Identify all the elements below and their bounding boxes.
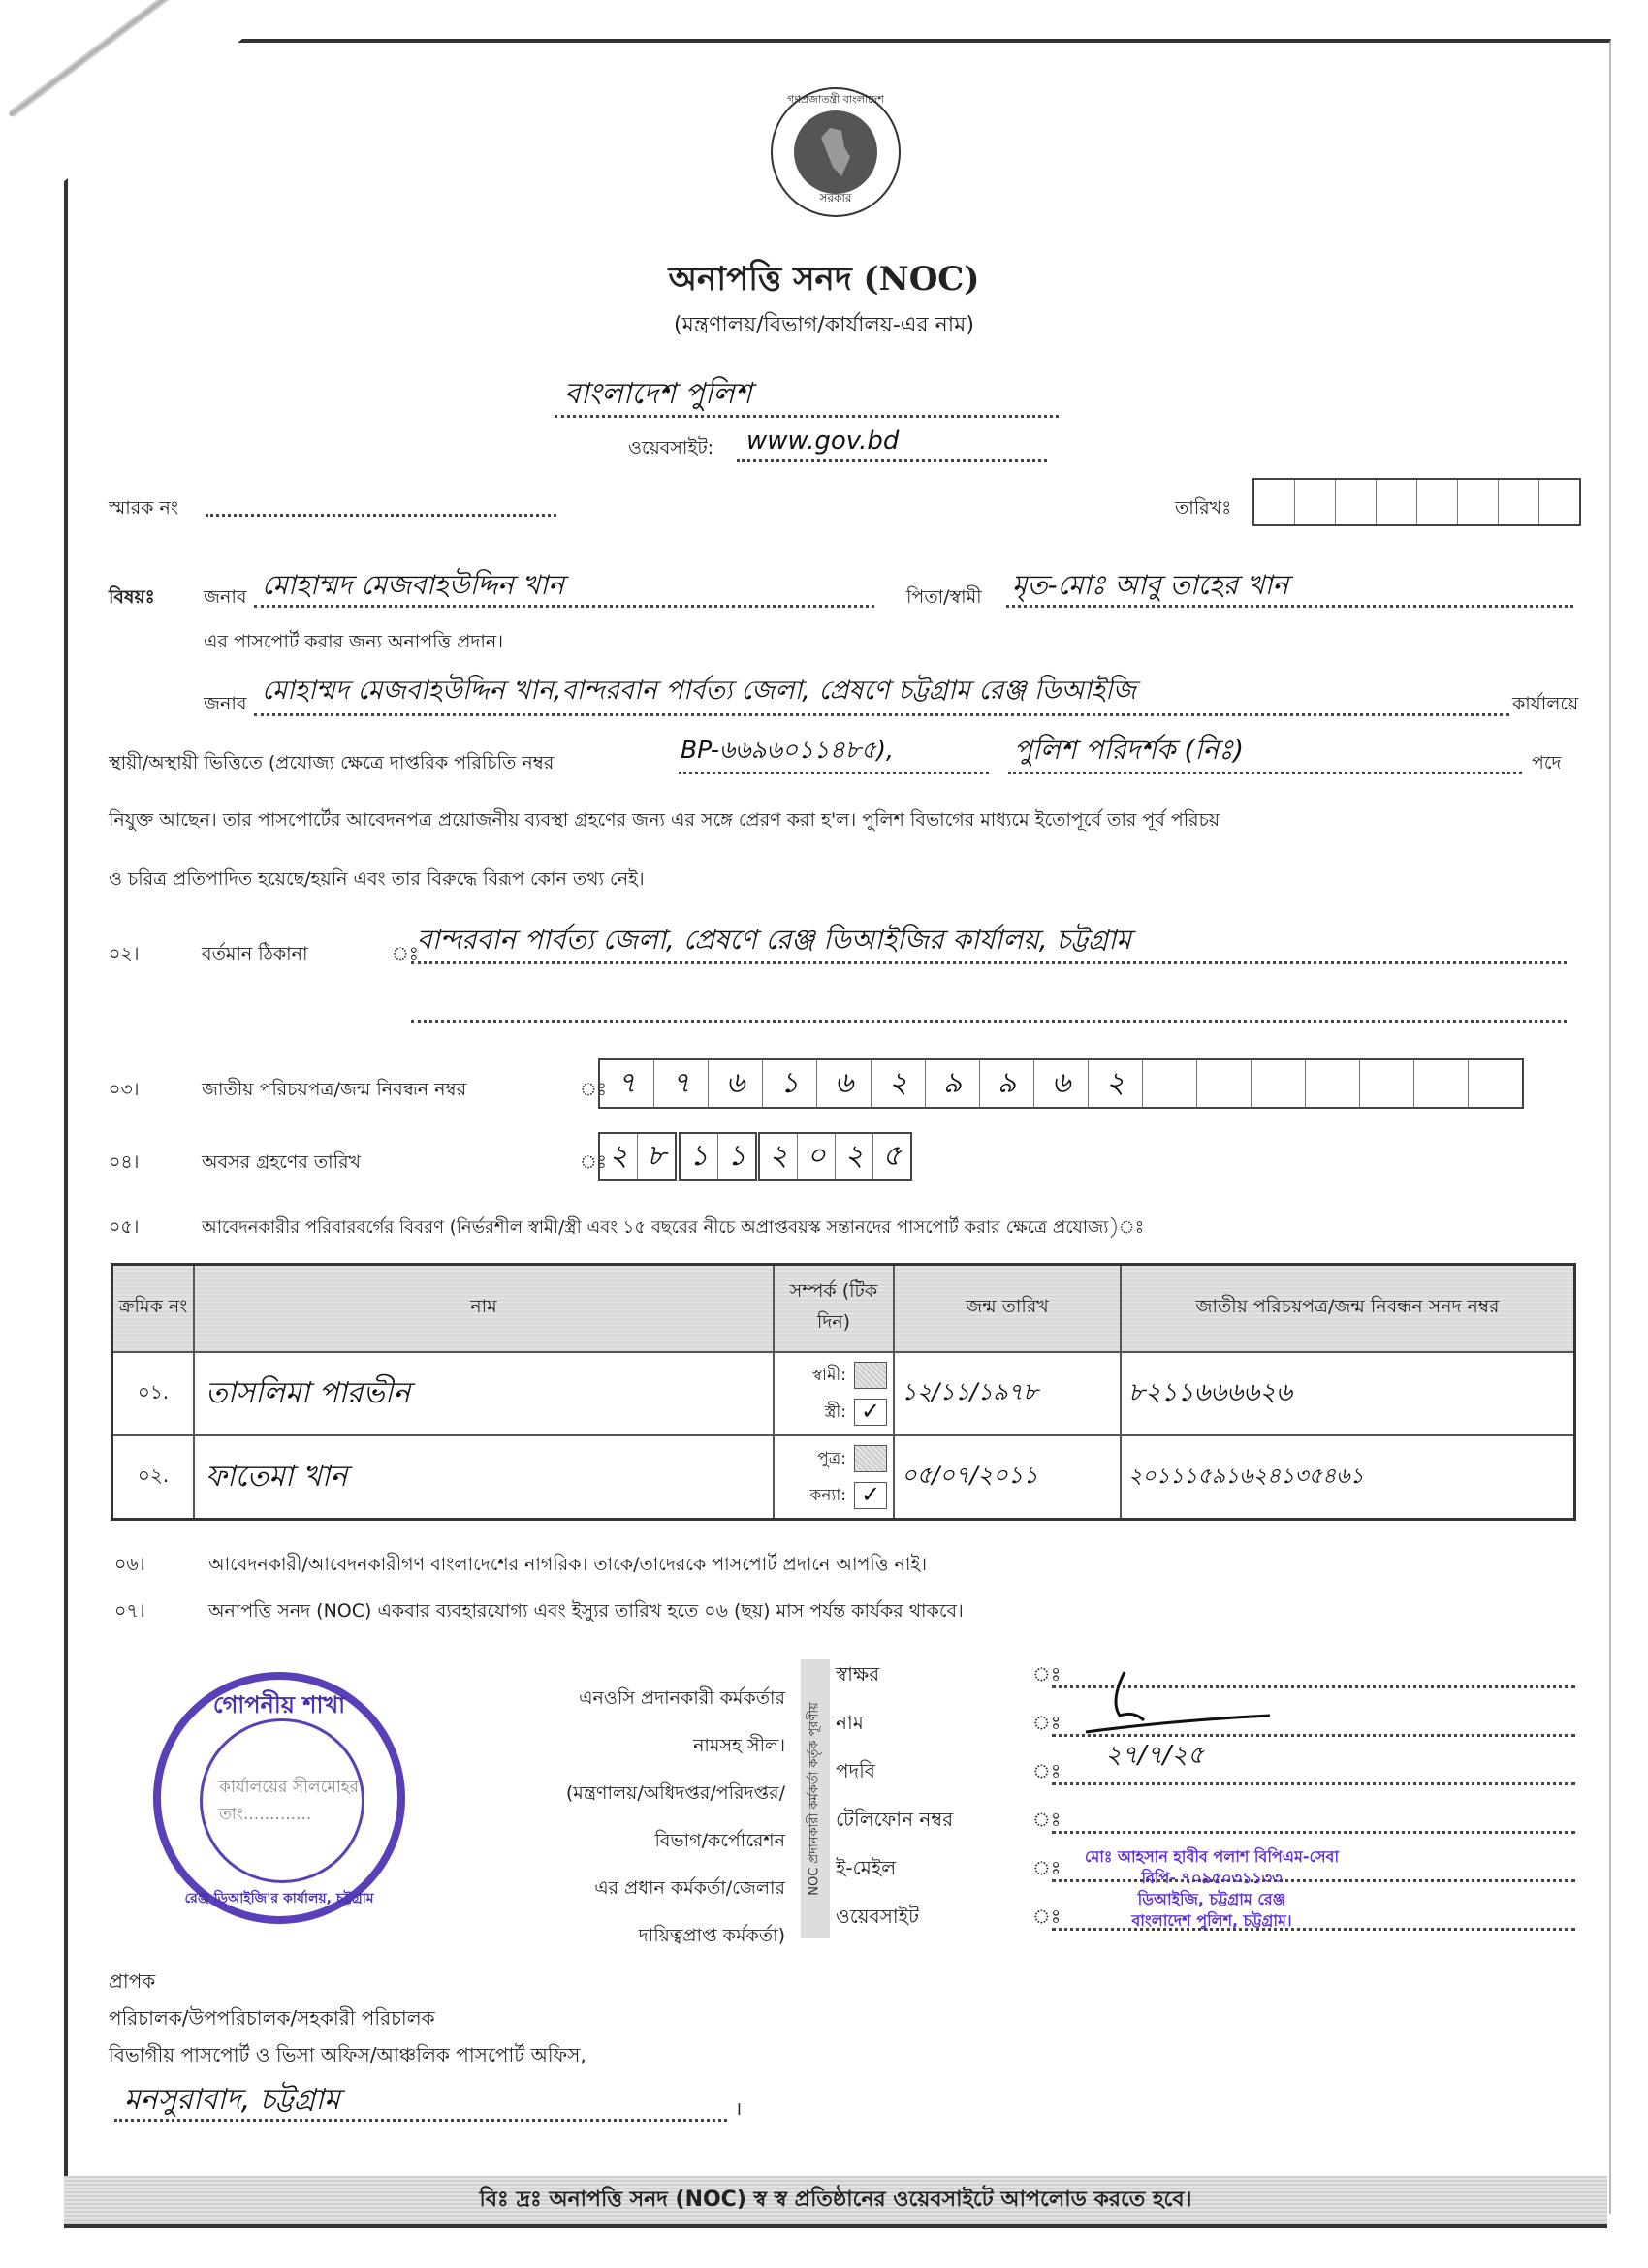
digit-box[interactable] [1306, 1060, 1360, 1107]
row-nid: ৮২১১৬৬৬৬২৬ [1128, 1378, 1292, 1407]
office-seal-date: তাং............. [219, 1805, 312, 1824]
seal-map-disc [794, 110, 877, 194]
family-table [111, 1263, 1576, 1521]
digit-box[interactable]: ২ [600, 1134, 638, 1179]
field-colon: ঃ [1032, 1711, 1062, 1734]
website-value: www.gov.bd [746, 426, 900, 456]
digit-box[interactable]: ২ [760, 1134, 798, 1179]
subject-janab-label: জনাব [204, 586, 247, 608]
recipient-label: প্রাপক [109, 1969, 156, 1993]
officer-line: (মন্ত্রণালয়/অধিদপ্তর/পরিদপ্তর/ [565, 1782, 785, 1804]
father-name-field[interactable] [1006, 562, 1573, 608]
memo-label: স্মারক নং [109, 497, 179, 519]
digit-box[interactable]: ১ [763, 1060, 817, 1107]
digit-box[interactable] [1539, 480, 1579, 524]
digit-box[interactable] [1499, 480, 1539, 524]
row-relation-cell [774, 1352, 894, 1435]
digit-box[interactable]: ৬ [1034, 1060, 1089, 1107]
retirement-colon: ঃ [580, 1151, 607, 1173]
digit-box[interactable]: ৮ [647, 1138, 666, 1173]
field-colon: ঃ [1032, 1662, 1062, 1685]
body-line4: ও চরিত্র প্রতিপাদিত হয়েছে/হয়নি এবং তার বিরুদ্ধে বিরূপ কোন তথ্য নেই। [109, 868, 645, 890]
header-dob: জন্ম তারিখ [894, 1265, 1121, 1353]
row-name: তাসলিমা পারভীন [206, 1375, 411, 1410]
header-serial: ক্রমিক নং [112, 1265, 195, 1353]
digit-box[interactable]: ১ [681, 1134, 718, 1179]
ministry-value: বাংলাদেশ পুলিশ [564, 377, 752, 411]
signature-date: ২৭/৭/২৫ [1105, 1741, 1205, 1770]
row-dob-cell[interactable] [894, 1435, 1121, 1520]
item-04-number: ০৪। [109, 1151, 140, 1173]
bangladesh-map-icon [821, 128, 850, 176]
name-stamp-line: বাংলাদেশ পুলিশ, চট্টগ্রাম। [1131, 1911, 1292, 1930]
father-name-value: মৃত-মোঃ আবু তাহের খান [1012, 569, 1289, 601]
relation-a-label: স্বামী: [811, 1366, 846, 1385]
digit-box[interactable]: ২ [872, 1060, 926, 1107]
stamp-middle-text [219, 1775, 394, 1829]
clause-07-number: ০৭। [114, 1600, 145, 1622]
item-02-number: ০২। [109, 943, 140, 964]
recipient-block [109, 1963, 586, 2073]
digit-box[interactable]: ৭ [600, 1060, 654, 1107]
digit-box[interactable] [1469, 1060, 1522, 1107]
digit-box[interactable]: ৬ [817, 1060, 872, 1107]
retirement-day-boxes[interactable] [598, 1132, 677, 1181]
digit-box[interactable] [1360, 1060, 1414, 1107]
digit-box[interactable]: ৫ [882, 1138, 902, 1173]
footer-note-bar [64, 2176, 1607, 2228]
row-nid-cell[interactable] [1121, 1352, 1575, 1435]
digit-box[interactable] [1252, 1060, 1306, 1107]
recipient-office-value: মনসুরাবাদ, চট্টগ্রাম [124, 2083, 340, 2117]
digit-box[interactable] [1143, 1060, 1197, 1107]
body-line2-suffix: পদে [1532, 752, 1562, 773]
recipient-office-field[interactable] [114, 2074, 727, 2122]
vertical-noc-tag [801, 1659, 830, 1938]
nid-colon: ঃ [580, 1079, 607, 1100]
address-label: বর্তমান ঠিকানা [202, 943, 308, 964]
address-value: বান্দরবান পার্বত্য জেলা, প্রেষণে রেঞ্জ ডিআইজির কার্যালয়, চট্টগ্রাম [417, 924, 1131, 956]
body-janab-label: জনাব [204, 693, 247, 714]
field-email-label: ই-মেইল [836, 1856, 897, 1879]
family-label: আবেদনকারীর পরিবারবর্গের বিবরণ (নির্ভরশীল স্বামী/স্ত্রী এবং ১৫ বছরের নীচে অপ্রাপ্তবয়স্ক সন্তানদের পাসপোর্ট করার ক্ষেত্রে প্রযোজ্য)ঃ [202, 1217, 1145, 1238]
recipient-line1: পরিচালক/উপপরিচালক/সহকারী পরিচালক [109, 2006, 435, 2030]
ministry-field[interactable] [555, 366, 1059, 418]
item-05-number: ০৫। [109, 1216, 140, 1238]
digit-box[interactable]: ৯ [980, 1060, 1034, 1107]
address-colon: ঃ [392, 943, 419, 964]
row-nid: ২০১১১৫৯১৬২৪১৩৫৪৬১ [1128, 1464, 1364, 1489]
date-label: তারিখঃ [1175, 497, 1232, 519]
row-nid-cell[interactable] [1121, 1435, 1575, 1520]
stamp-bottom-text: রেঞ্জ ডিআইজি'র কার্যালয়, চট্টগ্রাম [184, 1891, 374, 1906]
name-stamp-line: বিপি- ৭০৯৫০৩১১৩৩ [1141, 1869, 1283, 1887]
row-name: ফাতেমা খান [206, 1459, 348, 1494]
seal-top-text: গণপ্রজাতন্ত্রী বাংলাদেশ [787, 93, 884, 106]
officer-designation-field[interactable] [1052, 1781, 1575, 1785]
item-03-number: ০৩। [109, 1079, 140, 1100]
name-stamp-line: ডিআইজি, চট্টগ্রাম রেঞ্জ [1137, 1890, 1286, 1908]
digit-box[interactable]: ০ [798, 1134, 836, 1179]
field-signature-label: স্বাক্ষর [836, 1662, 880, 1685]
subject-line2: এর পাসপোর্ট করার জন্য অনাপত্তি প্রদান। [204, 631, 504, 652]
body-line3: নিযুক্ত আছেন। তার পাসপোর্টের আবেদনপত্র প্রয়োজনীয় ব্যবস্থা গ্রহণের জন্য এর সঙ্গে প্রেরণ করা হ'ল। পুলিশ বিভাগের মাধ্যমে ইতোপূর্বে তার পূর্ব পরিচয় [109, 809, 1220, 831]
digit-box[interactable]: ৬ [709, 1060, 763, 1107]
officer-phone-field[interactable] [1052, 1830, 1575, 1834]
retirement-month-boxes[interactable] [679, 1132, 757, 1181]
officer-line: নামসহ সীল। [693, 1735, 785, 1756]
field-name-label: নাম [836, 1711, 864, 1734]
recipient-line2: বিভাগীয় পাসপোর্ট ও ভিসা অফিস/আঞ্চলিক পাসপোর্ট অফিস, [109, 2043, 586, 2066]
seal-bottom-text: সরকার [819, 191, 852, 205]
clause-06-number: ০৬। [114, 1554, 145, 1575]
table-row [112, 1352, 1575, 1435]
applicant-name-field[interactable] [254, 562, 874, 608]
row-name-cell[interactable] [194, 1435, 774, 1520]
officer-name-stamp [1047, 1846, 1377, 1932]
bp-number-field[interactable] [679, 729, 989, 774]
officer-line: বিভাগ/কর্পোরেশন [654, 1830, 785, 1851]
relation-a-checkbox[interactable] [854, 1445, 887, 1472]
field-colon: ঃ [1032, 1856, 1062, 1879]
address-field-line2[interactable] [411, 991, 1567, 1023]
government-seal-icon [771, 87, 901, 217]
field-colon: ঃ [1032, 1905, 1062, 1928]
designation-field[interactable] [1008, 729, 1522, 774]
retirement-label: অবসর গ্রহণের তারিখ [202, 1151, 362, 1173]
office-suffix: কার্যালয়ে [1512, 693, 1579, 714]
relation-b-checkbox[interactable]: ✓ [854, 1399, 887, 1426]
digit-box[interactable]: ২ [1089, 1060, 1143, 1107]
relation-a-checkbox[interactable] [854, 1362, 887, 1389]
officer-line: এনওসি প্রদানকারী কর্মকর্তার [579, 1687, 785, 1709]
digit-box[interactable]: ৭ [654, 1060, 709, 1107]
relation-b-checkbox[interactable]: ✓ [854, 1482, 887, 1509]
officer-line: এর প্রধান কর্মকর্তা/জেলার [594, 1877, 785, 1899]
address-field[interactable] [411, 919, 1567, 964]
row-relation-cell [774, 1435, 894, 1520]
memo-number-field[interactable] [206, 506, 556, 517]
row-name-cell[interactable] [194, 1352, 774, 1435]
table-row [112, 1435, 1575, 1520]
digit-box[interactable] [1336, 480, 1377, 524]
digit-box[interactable] [1414, 1060, 1469, 1107]
header-name: নাম [194, 1265, 774, 1353]
field-designation-label: পদবি [836, 1759, 875, 1782]
field-colon: ঃ [1032, 1808, 1062, 1831]
bp-number-value: BP-৬৬৯৬০১১৪৮৫), [681, 736, 894, 764]
name-office-field[interactable] [254, 669, 1509, 716]
website-label: ওয়েবসাইট: [628, 437, 714, 458]
digit-box[interactable]: ২ [836, 1134, 873, 1179]
applicant-name-value: মোহাম্মদ মেজবাহউদ্দিন খান [262, 569, 565, 601]
office-seal-stamp [153, 1672, 405, 1924]
retirement-year-boxes[interactable] [758, 1132, 912, 1181]
office-seal-label: কার্যালয়ের সীলমোহর [219, 1778, 360, 1797]
designation-value: পুলিশ পরিদর্শক (নিঃ) [1014, 734, 1245, 766]
name-stamp-line: মোঃ আহসান হাবীব পলাশ বিপিএম-সেবা [1084, 1847, 1340, 1866]
clause-06-text: আবেদনকারী/আবেদনকারীগণ বাংলাদেশের নাগরিক। তাকে/তাদেরকে পাসপোর্ট প্রদানে আপত্তি নাই। [208, 1554, 928, 1575]
relation-a-label: পুত্র: [817, 1449, 846, 1468]
family-table-header [112, 1265, 1575, 1353]
officer-description [456, 1675, 785, 1960]
header-nid: জাতীয় পরিচয়পত্র/জন্ম নিবন্ধন সনদ নম্বর [1121, 1265, 1575, 1353]
row-dob: ১২/১১/১৯৭৮ [902, 1378, 1038, 1405]
field-website-label: ওয়েবসাইট [836, 1905, 919, 1928]
digit-box[interactable]: ১ [727, 1138, 746, 1173]
body-line2-prefix: স্থায়ী/অস্থায়ী ভিত্তিতে (প্রযোজ্য ক্ষেত্রে দাপ্তরিক পরিচিতি নম্বর [109, 752, 555, 773]
name-office-value: মোহাম্মদ মেজবাহউদ্দিন খান,বান্দরবান পার্বত্য জেলা, প্রেষণে চট্টগ্রাম রেঞ্জ ডিআইজি [262, 676, 1136, 706]
relation-b-label: কন্যা: [809, 1486, 846, 1505]
clause-07-text: অনাপত্তি সনদ (NOC) একবার ব্যবহারযোগ্য এবং ইস্যুর তারিখ হতে ০৬ (ছয়) মাস পর্যন্ত কার্যকর থাকবে। [208, 1600, 964, 1622]
digit-box[interactable] [1295, 480, 1336, 524]
father-label: পিতা/স্বামী [906, 586, 982, 608]
digit-box[interactable] [1254, 480, 1295, 524]
nid-label: জাতীয় পরিচয়পত্র/জন্ম নিবন্ধন নম্বর [202, 1079, 467, 1100]
relation-b-label: স্ত্রী: [824, 1402, 846, 1422]
document-subtitle: (মন্ত্রণালয়/বিভাগ/কার্যালয়-এর নাম) [674, 313, 974, 337]
digit-box[interactable]: ৯ [926, 1060, 980, 1107]
nid-boxes[interactable] [598, 1058, 1524, 1109]
officer-line: দায়িত্বপ্রাপ্ত কর্মকর্তা) [638, 1925, 785, 1946]
row-dob-cell[interactable] [894, 1352, 1121, 1435]
document-title: অনাপত্তি সনদ (NOC) [668, 260, 980, 299]
row-serial: ০২. [112, 1435, 195, 1520]
digit-box[interactable] [1458, 480, 1499, 524]
digit-box[interactable] [1417, 480, 1458, 524]
recipient-end: । [735, 2098, 743, 2120]
digit-box[interactable] [1377, 480, 1417, 524]
website-field[interactable] [737, 426, 1047, 462]
subject-label: বিষয়ঃ [109, 586, 155, 608]
header-relation: সম্পর্ক (টিক দিন) [774, 1265, 894, 1353]
field-colon: ঃ [1032, 1759, 1062, 1782]
vertical-tag-text: NOC প্রদানকারী কর্মকর্তা কর্তৃক পূরণীয় [807, 1702, 822, 1896]
row-serial: ০১. [112, 1352, 195, 1435]
row-dob: ০৫/০৭/২০১১ [902, 1462, 1038, 1489]
footer-note: বিঃ দ্রঃ অনাপত্তি সনদ (NOC) স্ব স্ব প্রতিষ্ঠানের ওয়েবসাইটে আপলোড করতে হবে। [479, 2187, 1192, 2212]
stamp-top-text: গোপনীয় শাখা [212, 1691, 346, 1718]
digit-box[interactable] [1197, 1060, 1252, 1107]
field-phone-label: টেলিফোন নম্বর [836, 1808, 954, 1831]
date-boxes[interactable] [1252, 478, 1581, 526]
